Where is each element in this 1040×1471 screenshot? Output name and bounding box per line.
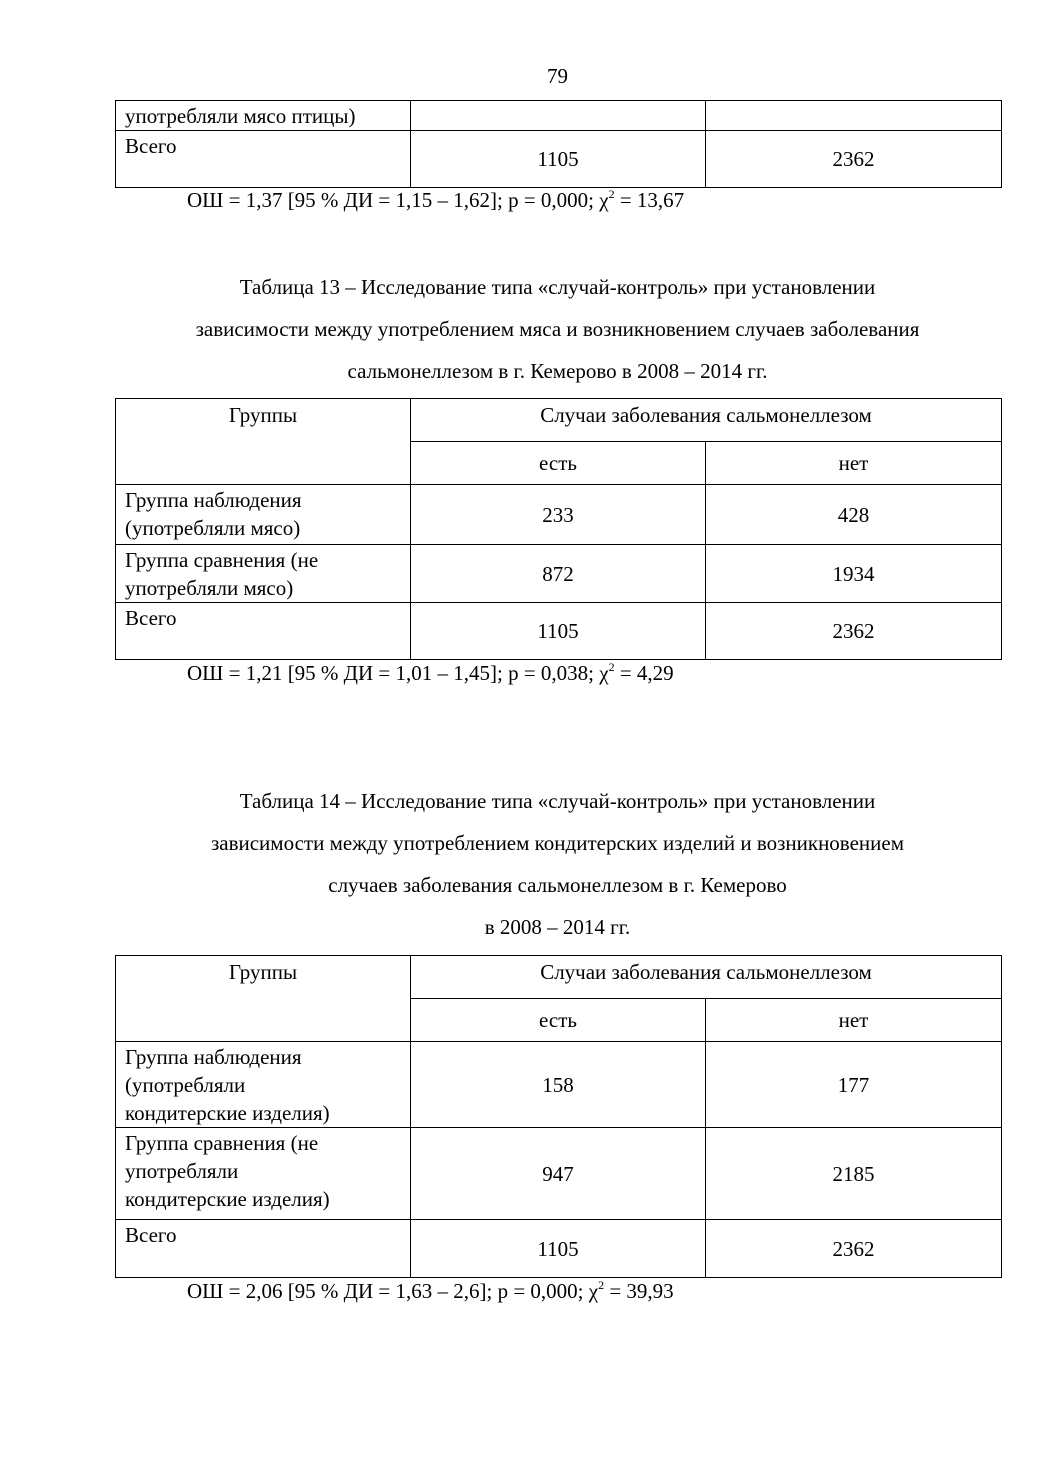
table13-caption: [115, 266, 1000, 392]
table-row: [116, 1042, 1002, 1128]
table-row: [116, 545, 1002, 603]
header-yes: есть: [411, 442, 706, 485]
table13: [115, 398, 1002, 660]
cell-yes: 872: [411, 545, 706, 603]
stat-line-table13: [187, 661, 674, 686]
cell-no: [706, 101, 1002, 131]
caption-line: в 2008 – 2014 гг.: [484, 915, 631, 939]
cell-yes: 1105: [411, 1220, 706, 1278]
table-header-row: [116, 956, 1002, 999]
header-cases: Случаи заболевания сальмонеллезом: [411, 399, 1002, 442]
row-label-line: Группа сравнения (не: [125, 548, 319, 572]
caption-line: сальмонеллезом в г. Кемерово в 2008 – 2014 гг.: [347, 359, 768, 383]
stat-line-table14: [187, 1279, 674, 1304]
stat-text-suffix: = 39,93: [604, 1279, 674, 1303]
cell-no: 2362: [706, 131, 1002, 188]
table-header-row: [116, 399, 1002, 442]
cell-yes: [411, 101, 706, 131]
cell-yes: 233: [411, 485, 706, 545]
stat-text-suffix: = 13,67: [614, 188, 685, 212]
caption-line: случаев заболевания сальмонеллезом в г. Кемерово: [328, 873, 787, 897]
cell-yes: 1105: [411, 131, 706, 188]
table-row: [116, 1220, 1002, 1278]
stat-text: ОШ = 1,37 [95 % ДИ = 1,15 – 1,62]; p = 0,000; χ: [187, 188, 609, 212]
cell-no: 1934: [706, 545, 1002, 603]
stat-text: ОШ = 1,21 [95 % ДИ = 1,01 – 1,45]; p = 0,038; χ: [187, 661, 609, 685]
row-label: [116, 603, 411, 660]
row-label-line: употребляли: [125, 1159, 239, 1183]
page-number: 79: [547, 64, 568, 88]
row-label-line: (употребляли мясо): [125, 516, 301, 540]
cell-no: 2362: [706, 603, 1002, 660]
row-label: [116, 485, 411, 545]
header-groups: Группы: [116, 956, 411, 1042]
row-label-line: Группа наблюдения: [125, 488, 302, 512]
row-label-line: кондитерские изделия): [125, 1187, 330, 1211]
row-label-line: (употребляли: [125, 1073, 246, 1097]
header-no: нет: [706, 999, 1002, 1042]
header-cases: Случаи заболевания сальмонеллезом: [411, 956, 1002, 999]
stat-text: ОШ = 2,06 [95 % ДИ = 1,63 – 2,6]; p = 0,000; χ: [187, 1279, 599, 1303]
row-label-line: Всего: [125, 1223, 177, 1247]
row-label-line: Всего: [125, 606, 177, 630]
table-row: [116, 485, 1002, 545]
top-table-continuation: [115, 100, 1002, 188]
cell-no: 428: [706, 485, 1002, 545]
table-row: [116, 603, 1002, 660]
header-no: нет: [706, 442, 1002, 485]
cell-yes: 158: [411, 1042, 706, 1128]
row-label: употребляли мясо птицы): [116, 101, 411, 131]
row-label-line: Группа сравнения (не: [125, 1131, 319, 1155]
table14: [115, 955, 1002, 1278]
cell-yes: 947: [411, 1128, 706, 1220]
table-row: [116, 101, 1002, 131]
header-yes: есть: [411, 999, 706, 1042]
row-label-line: Группа наблюдения: [125, 1045, 302, 1069]
header-groups: Группы: [116, 399, 411, 485]
row-label: [116, 1128, 411, 1220]
caption-line: зависимости между употреблением кондитерских изделий и возникновением: [210, 831, 905, 855]
row-label: [116, 1042, 411, 1128]
cell-no: 2362: [706, 1220, 1002, 1278]
caption-line: Таблица 13 – Исследование типа «случай-контроль» при установлении: [239, 275, 876, 299]
stat-superscript: 2: [608, 187, 615, 201]
cell-no: 177: [706, 1042, 1002, 1128]
stat-line-top: [187, 188, 684, 213]
stat-superscript: 2: [598, 1278, 605, 1292]
row-label: [116, 1220, 411, 1278]
row-label: [116, 545, 411, 603]
caption-line: Таблица 14 – Исследование типа «случай-контроль» при установлении: [239, 789, 876, 813]
cell-yes: 1105: [411, 603, 706, 660]
row-label-line: кондитерские изделия): [125, 1101, 330, 1125]
row-label-line: употребляли мясо): [125, 576, 294, 600]
table-row: [116, 131, 1002, 188]
stat-text-suffix: = 4,29: [614, 661, 674, 685]
table-row: [116, 1128, 1002, 1220]
caption-line: зависимости между употреблением мяса и возникновением случаев заболевания: [195, 317, 920, 341]
row-label: Всего: [116, 131, 411, 188]
stat-superscript: 2: [608, 660, 615, 674]
table14-caption: [115, 780, 1000, 948]
cell-no: 2185: [706, 1128, 1002, 1220]
